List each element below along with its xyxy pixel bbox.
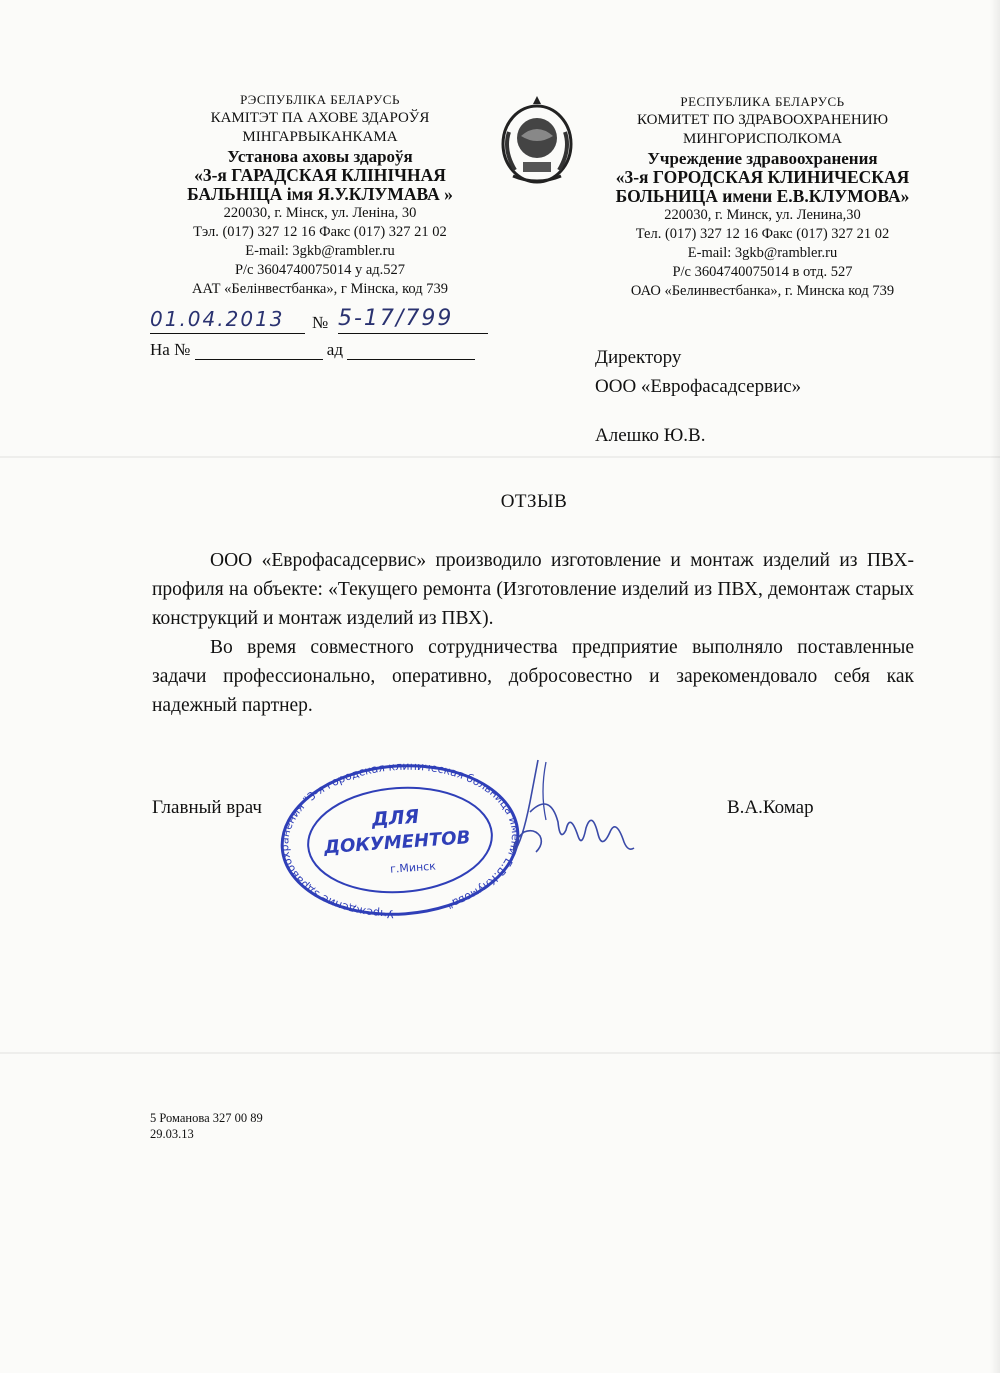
number-sign: №: [312, 313, 329, 332]
addressee-name: Алешко Ю.В.: [595, 425, 706, 446]
letterhead-left: [140, 90, 500, 299]
reply-reference-line: [150, 340, 500, 362]
addressee-company: ООО «Еврофасадсервис»: [595, 376, 802, 397]
bank: ААТ «Белінвестбанка», г Мінска, код 739: [192, 281, 448, 297]
letterhead-right: [590, 92, 935, 301]
org-name-line-1: «3-я ГАРАДСКАЯ КЛІНІЧНАЯ: [194, 165, 446, 185]
org-name-line-1: «3-я ГОРОДСКАЯ КЛИНИЧЕСКАЯ: [615, 167, 910, 187]
country-label: РЭСПУБЛІКА БЕЛАРУСЬ: [240, 92, 400, 107]
paper-fold: [0, 1052, 1000, 1054]
executor-note: [150, 1110, 263, 1142]
phone: Тел. (017) 327 12 16 Факс (017) 327 21 02: [635, 226, 890, 242]
email: E-mail: 3gkb@rambler.ru: [687, 245, 838, 261]
committee-line-2: МІНГАРВЫКАНКАМА: [242, 129, 398, 145]
signatory-name: В.А.Комар: [727, 797, 814, 818]
state-emblem-icon: [495, 92, 580, 187]
from-label: ад: [326, 340, 343, 359]
institution-type: Установа аховы здароўя: [227, 147, 413, 166]
account: Р/с 3604740075014 у ад.527: [234, 262, 406, 278]
on-no-label: На №: [150, 340, 191, 359]
addressee-block: [595, 343, 801, 450]
signatory-position: Главный врач: [152, 797, 262, 818]
registration-date: 01.04.2013: [150, 307, 305, 334]
bank: ОАО «Белинвестбанка», г. Минска код 739: [630, 283, 895, 299]
executor-line: 5 Романова 327 00 89: [150, 1111, 263, 1125]
executor-date: 29.03.13: [150, 1127, 194, 1141]
paper-edge-shadow: [990, 0, 1000, 1373]
body-paragraph: ООО «Еврофасадсервис» производило изготовление и монтаж изделий из ПВХ-профиля на объекте: «Текущего ремонта (Изготовление изделий из ПВХ, демонтаж старых конструкций и монтаж изделий из ПВХ).: [152, 550, 914, 629]
address: 220030, г. Мінск, ул. Леніна, 30: [223, 205, 417, 221]
round-stamp: [275, 760, 525, 920]
email: E-mail: 3gkb@rambler.ru: [245, 243, 395, 259]
stamp-center-line-1: ДЛЯ: [371, 805, 420, 831]
committee-line-1: КАМІТЭТ ПА АХОВЕ ЗДАРОЎЯ: [210, 110, 430, 126]
paper-fold: [0, 456, 1000, 458]
account: Р/с 3604740075014 в отд. 527: [672, 264, 853, 280]
body-paragraph: Во время совместного сотрудничества предприятие выполняло поставленные задачи профессионально, оперативно, добросовестно и зарекомендовало себя как надежный партнер.: [152, 637, 914, 716]
letter-body: [152, 546, 914, 720]
committee-line-1: КОМИТЕТ ПО ЗДРАВООХРАНЕНИЮ: [636, 112, 889, 128]
committee-line-2: МИНГОРИСПОЛКОМА: [682, 131, 843, 147]
addressee-position: Директору: [595, 347, 682, 368]
handwritten-signature: [500, 752, 640, 872]
address: 220030, г. Минск, ул. Ленина,30: [664, 207, 861, 223]
registration-line: [150, 307, 500, 337]
on-no-blank: [195, 343, 323, 360]
stamp-ring-text: Учреждение здравоохранения "3-я городская клиническая больница имени Е.В.Клумова": [278, 760, 522, 920]
stamp-center-line-2: ДОКУМЕНТОВ: [323, 827, 471, 859]
org-name-line-2: БАЛЬНІЦА імя Я.У.КЛУМАВА »: [187, 184, 453, 204]
country-label: РЕСПУБЛИКА БЕЛАРУСЬ: [680, 94, 845, 109]
phone: Тэл. (017) 327 12 16 Факс (017) 327 21 02: [193, 224, 447, 240]
registration-number: 5-17/799: [338, 307, 488, 334]
from-blank: [347, 343, 475, 360]
org-name-line-2: БОЛЬНИЦА имени Е.В.КЛУМОВА»: [615, 186, 910, 206]
institution-type: Учреждение здравоохранения: [647, 149, 878, 168]
stamp-city: г.Минск: [389, 859, 437, 876]
document-title: ОТЗЫВ: [500, 491, 568, 512]
